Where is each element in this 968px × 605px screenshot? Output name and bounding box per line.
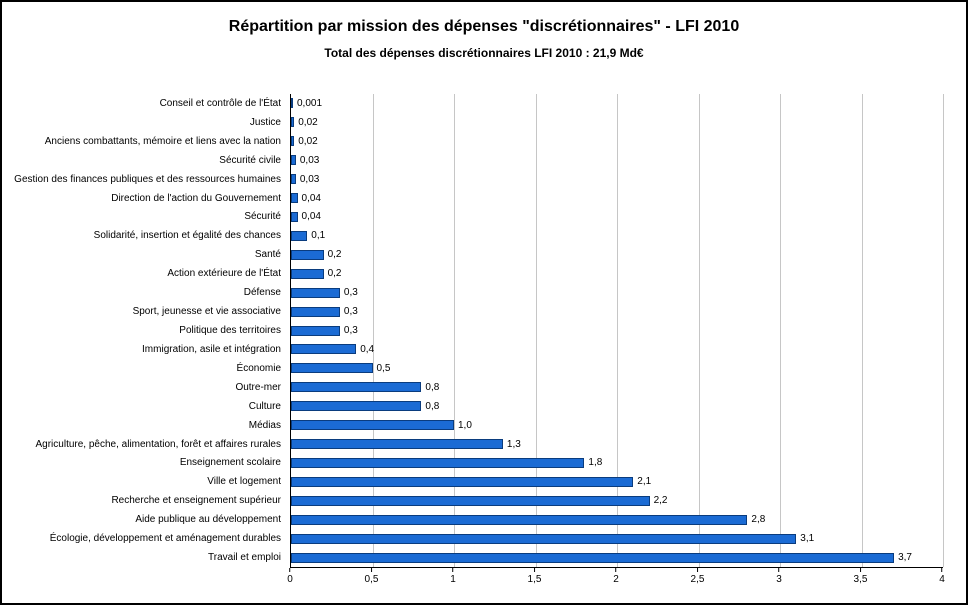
x-tick-label: 3 (776, 574, 782, 585)
value-label: 0,8 (425, 400, 440, 412)
x-tick-label: 3,5 (853, 574, 868, 585)
chart-row (291, 340, 943, 359)
x-tick-label: 4 (939, 574, 945, 585)
bar (291, 174, 296, 184)
value-label: 0,5 (376, 362, 391, 374)
value-label: 0,1 (311, 230, 326, 242)
category-label: Sécurité (244, 211, 281, 223)
x-tick-mark (697, 568, 698, 572)
bar (291, 98, 293, 108)
chart-row (291, 416, 943, 435)
bar (291, 515, 747, 525)
category-label: Outre-mer (235, 381, 281, 393)
bar (291, 231, 307, 241)
bar (291, 136, 294, 146)
bar (291, 496, 650, 506)
x-tick (287, 568, 293, 585)
category-label: Ville et logement (207, 476, 281, 488)
gridline (943, 94, 944, 567)
value-label: 0,02 (298, 116, 318, 128)
category-label: Agriculture, pêche, alimentation, forêt et affaires rurales (35, 438, 281, 450)
bar (291, 250, 324, 260)
category-label: Gestion des finances publiques et des ressources humaines (14, 173, 281, 185)
value-label: 2,2 (653, 495, 668, 507)
x-tick (613, 568, 619, 585)
x-tick (450, 568, 456, 585)
chart-row (291, 491, 943, 510)
chart-row (291, 94, 943, 113)
chart-row (291, 132, 943, 151)
category-label: Anciens combattants, mémoire et liens avec la nation (44, 135, 281, 147)
bar (291, 117, 294, 127)
bar (291, 401, 421, 411)
category-label: Direction de l'action du Gouvernement (111, 192, 281, 204)
category-label: Travail et emploi (208, 552, 281, 564)
bar (291, 458, 584, 468)
bar (291, 288, 340, 298)
chart-row (291, 264, 943, 283)
chart-row (291, 283, 943, 302)
category-label: Économie (236, 362, 281, 374)
bar (291, 155, 296, 165)
x-tick-mark (860, 568, 861, 572)
bar (291, 477, 633, 487)
category-label: Écologie, développement et aménagement durables (49, 533, 281, 545)
x-tick (528, 568, 542, 585)
x-tick-label: 0 (287, 574, 293, 585)
chart-row (291, 454, 943, 473)
bar (291, 307, 340, 317)
x-tick-mark (453, 568, 454, 572)
chart-row (291, 208, 943, 227)
value-label: 0,03 (299, 173, 320, 185)
bar (291, 534, 796, 544)
chart-row (291, 397, 943, 416)
x-tick-label: 2 (613, 574, 619, 585)
value-label: 0,001 (297, 97, 323, 109)
x-tick-label: 1,5 (527, 574, 542, 585)
bar (291, 553, 894, 563)
category-label: Santé (254, 249, 281, 261)
value-label: 0,2 (327, 249, 342, 261)
chart-row (291, 226, 943, 245)
category-label: Médias (248, 419, 281, 431)
bars-container (291, 94, 943, 567)
category-label: Immigration, asile et intégration (142, 343, 281, 355)
chart-row (291, 170, 943, 189)
category-label: Défense (243, 287, 281, 299)
x-axis (287, 568, 945, 594)
x-tick-mark (290, 568, 291, 572)
chart-row (291, 302, 943, 321)
chart-row (291, 510, 943, 529)
bar (291, 212, 298, 222)
bar (291, 326, 340, 336)
bar (291, 193, 298, 203)
bar (291, 439, 503, 449)
bar (291, 269, 324, 279)
chart-row (291, 189, 943, 208)
chart-row (291, 435, 943, 454)
value-label: 2,1 (637, 476, 652, 488)
bar (291, 420, 454, 430)
value-label: 0,03 (299, 154, 320, 166)
bar (291, 344, 356, 354)
chart-row (291, 359, 943, 378)
category-label: Sécurité civile (219, 154, 281, 166)
x-tick-mark (371, 568, 372, 572)
category-label: Politique des territoires (179, 325, 281, 337)
value-label: 0,8 (425, 381, 440, 393)
value-label: 0,04 (301, 211, 321, 223)
category-label: Culture (248, 400, 281, 412)
value-label: 0,4 (360, 343, 375, 355)
chart-row (291, 245, 943, 264)
chart-row (291, 321, 943, 340)
value-label: 0,3 (343, 287, 358, 299)
chart-subtitle: Total des dépenses discrétionnaires LFI 2010 : 21,9 Md€ (324, 46, 644, 60)
bar (291, 382, 421, 392)
category-label: Action extérieure de l'État (167, 268, 281, 280)
category-label: Recherche et enseignement supérieur (111, 495, 281, 507)
category-label: Conseil et contrôle de l'État (159, 97, 281, 109)
value-label: 3,1 (800, 533, 815, 545)
chart-row (291, 151, 943, 170)
category-label: Aide publique au développement (135, 514, 281, 526)
category-label: Sport, jeunesse et vie associative (132, 306, 281, 318)
value-label: 0,3 (343, 306, 358, 318)
x-tick-mark (616, 568, 617, 572)
value-label: 0,02 (298, 135, 318, 147)
category-axis (8, 94, 286, 567)
x-tick-label: 1 (450, 574, 456, 585)
category-label: Solidarité, insertion et égalité des chances (93, 230, 281, 242)
chart-row (291, 113, 943, 132)
bar (291, 363, 373, 373)
x-tick (365, 568, 379, 585)
x-tick-mark (942, 568, 943, 572)
value-label: 0,04 (301, 192, 321, 204)
value-label: 1,3 (506, 438, 521, 450)
value-label: 1,8 (588, 457, 603, 469)
chart-row (291, 472, 943, 491)
x-tick-label: 2,5 (690, 574, 705, 585)
chart-row (291, 378, 943, 397)
category-label: Enseignement scolaire (179, 457, 281, 469)
value-label: 3,7 (898, 552, 912, 564)
value-label: 0,3 (343, 325, 358, 337)
x-tick (691, 568, 705, 585)
x-tick (939, 568, 945, 585)
value-label: 2,8 (751, 514, 766, 526)
x-tick (776, 568, 782, 585)
category-label: Justice (249, 116, 281, 128)
x-tick-label: 0,5 (364, 574, 379, 585)
x-tick-mark (779, 568, 780, 572)
x-tick (854, 568, 868, 585)
chart-row (291, 529, 943, 548)
x-tick-mark (534, 568, 535, 572)
value-label: 1,0 (458, 419, 472, 431)
value-label: 0,2 (327, 268, 342, 280)
chart-row (291, 548, 943, 567)
chart-title: Répartition par mission des dépenses "discrétionnaires" - LFI 2010 (228, 18, 740, 35)
plot-area (290, 94, 943, 568)
